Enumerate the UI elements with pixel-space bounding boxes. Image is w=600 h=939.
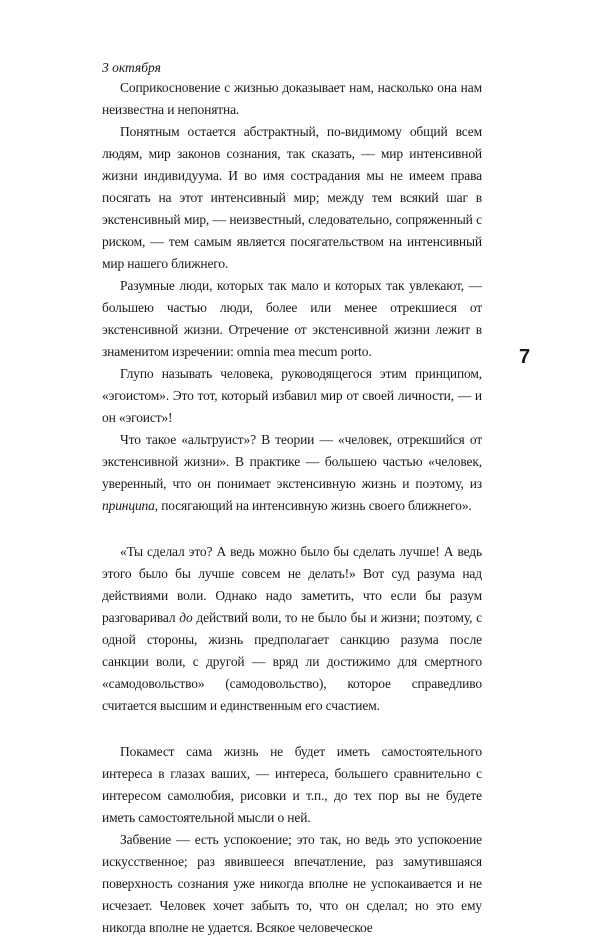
section-3 bbox=[102, 741, 482, 939]
paragraph: Разумные люди, которых так мало и которых так увлекают, — большею частью люди, более или менее отрекшиеся от экстенсивной жизни. Отречение от экстенсивной жизни лежит в знаменитом изречении: omnia mea mecum porto. bbox=[102, 278, 482, 359]
paragraph bbox=[102, 429, 482, 517]
page-text-block bbox=[102, 58, 482, 939]
paragraph: Понятным остается абстрактный, по-видимому общий всем людям, мир законов сознания, так сказать, — мир интенсивной жизни индивидуума. И во имя сострадания мы не имеем права посягать на этот интенсивный мир; между тем всякий шаг в экстенсивный мир, — неизвестный, следовательно, сопряженный с риском, — тем самым является посягательством на интенсивный мир нашего ближнего. bbox=[102, 124, 482, 271]
paragraph-text: Что такое «альтруист»? В теории — «человек, отрекшийся от экстенсивной жизни». В практике — большею частью «человек, уверенный, что он понимает экстенсивную жизнь и поэтому, из bbox=[102, 432, 482, 491]
date-heading: 3 октября bbox=[102, 60, 161, 75]
paragraph: Соприкосновение с жизнью доказывает нам, насколько она нам неизвестна и непонятна. bbox=[102, 80, 482, 117]
section-gap bbox=[102, 517, 482, 541]
paragraph-text: действий воли, то не было бы и жизни; поэтому, с одной стороны, жизнь предполагает санкцию разума после санкции воли, с другой — вряд ли достижимо для смертного «самодовольство» (самодовольство), которое справедливо считается высшим и единственным его счастием. bbox=[102, 610, 482, 713]
emphasis-text: до bbox=[179, 610, 193, 625]
paragraph: Забвение — есть успокоение; это так, но ведь это успокоение искусственное; раз явившееся впечатление, раз замутившаяся поверхность сознания уже никогда вполне не успокаивается и не исчезает. Человек хочет забыть то, что он сделал; но это ему никогда вполне не удается. Всякое человеческое bbox=[102, 832, 482, 935]
section-1 bbox=[102, 77, 482, 517]
paragraph bbox=[102, 541, 482, 717]
paragraph: Глупо называть человека, руководящегося этим принципом, «эгоистом». Это тот, который избавил мир от своей личности, — и он «эгоист»! bbox=[102, 366, 482, 425]
paragraph-text: , посягающий на интенсивную жизнь своего ближнего». bbox=[154, 498, 472, 513]
paragraph-text: «Ты сделал это? А ведь можно было бы сделать лучше! А ведь этого было бы лучше совсем не делать!» Вот суд разума над действиями воли. Однако надо заметить, что если бы разум разговаривал bbox=[102, 544, 482, 625]
emphasis-text: принципа bbox=[102, 498, 155, 513]
section-2 bbox=[102, 541, 482, 717]
section-gap bbox=[102, 717, 482, 741]
page-number: 7 bbox=[519, 346, 531, 368]
paragraph: Покамест сама жизнь не будет иметь самостоятельного интереса в глазах ваших, — интереса, большего сравнительно с интересом самолюбия, рисовки и т.п., до тех пор вы не будете иметь самостоятельной мысли о ней. bbox=[102, 744, 482, 825]
